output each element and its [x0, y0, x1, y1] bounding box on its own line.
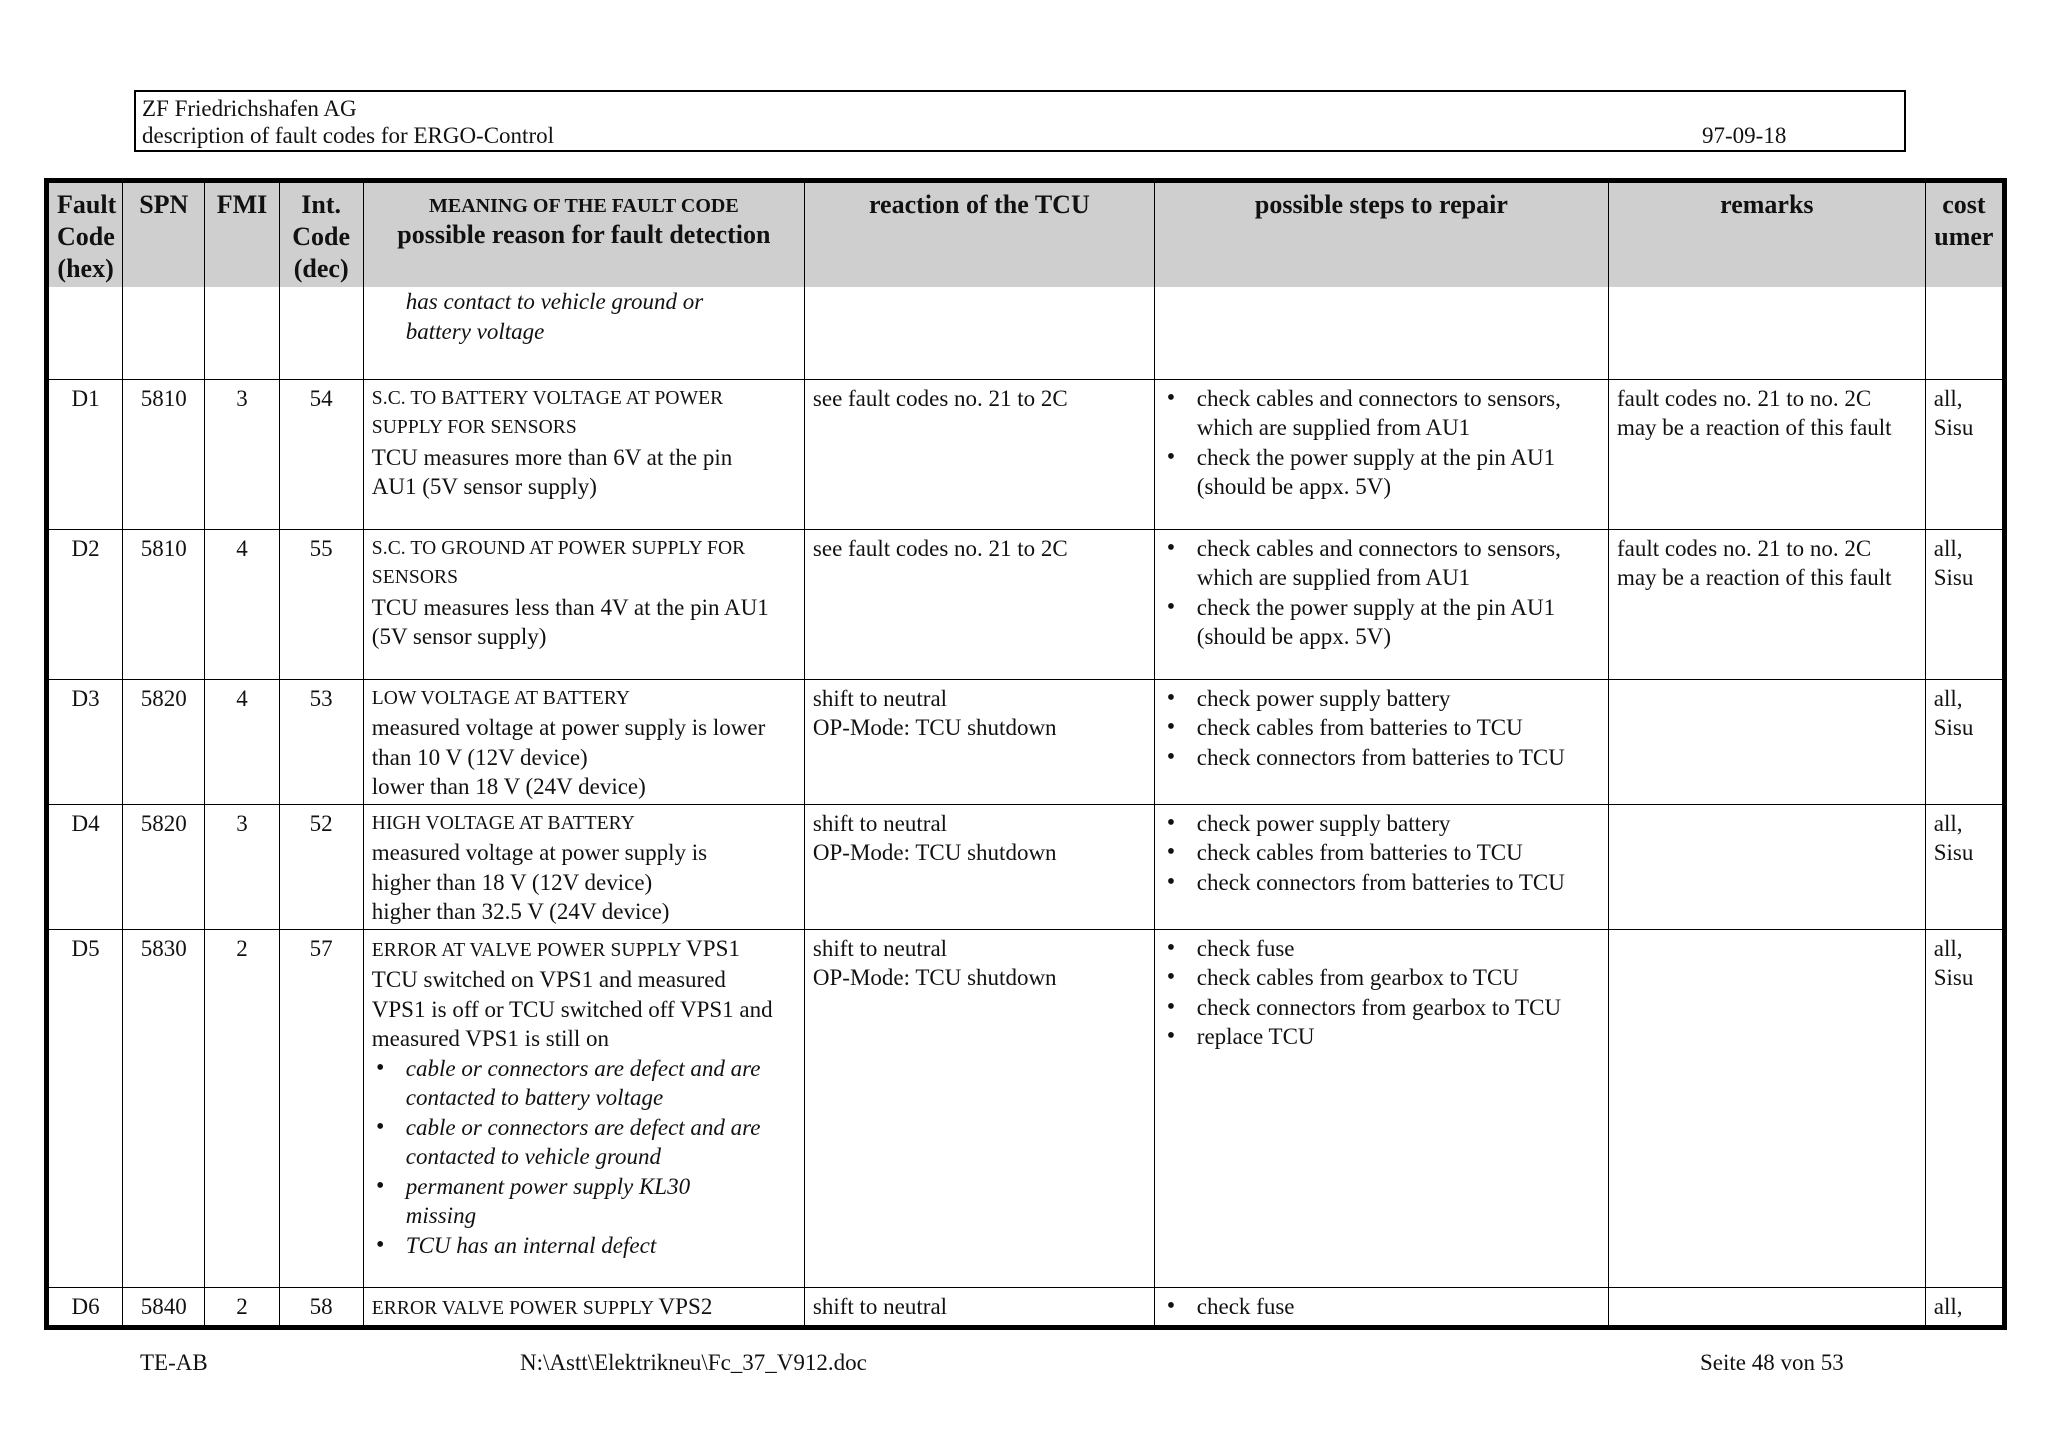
int-code-value: 55	[279, 529, 363, 679]
fault-code: D4	[47, 804, 123, 929]
meaning-cell: LOW VOLTAGE AT BATTERY measured voltage at power supply is lower than 10 V (12V device) lower than 18 V (24V device)	[363, 679, 804, 804]
repair-cell	[1154, 804, 1608, 929]
reaction-cell: see fault codes no. 21 to 2C	[804, 529, 1154, 679]
meaning-cell: HIGH VOLTAGE AT BATTERY measured voltage at power supply is higher than 18 V (12V device) higher than 32.5 V (24V device)	[363, 804, 804, 929]
list-item: • check cables from batteries to TCU	[1163, 838, 1600, 868]
document-description: description of fault codes for ERGO-Control	[142, 123, 554, 148]
meaning-cell: ERROR VALVE POWER SUPPLY VPS2	[363, 1287, 804, 1328]
list-item: • cable or connectors are defect and are contacted to battery voltage	[372, 1054, 796, 1113]
list-item: • check the power supply at the pin AU1 (should be appx. 5V)	[1163, 443, 1600, 502]
spn-value: 5830	[123, 929, 205, 1287]
reaction-cell: shift to neutral	[804, 1287, 1154, 1328]
customer-cell: all, Sisu	[1925, 679, 2004, 804]
fault-code: D1	[47, 379, 123, 529]
fmi-value: 4	[205, 679, 279, 804]
fault-code: D3	[47, 679, 123, 804]
meaning-cell: ERROR AT VALVE POWER SUPPLY VPS1 TCU switched on VPS1 and measured VPS1 is off or TCU switched off VPS1 and measured VPS1 is still on • cable or connectors are defect and are contacted to battery voltage • cable or connectors are defect and are contacted to vehicle ground • permanent power supply KL30 missing • TCU has an internal defect	[363, 929, 804, 1287]
table-row-continuation	[47, 287, 2005, 379]
table-row	[47, 529, 2005, 679]
fault-code: D5	[47, 929, 123, 1287]
repair-cell	[1154, 529, 1608, 679]
list-item: • check cables and connectors to sensors, which are supplied from AU1	[1163, 384, 1600, 443]
remarks-cell: fault codes no. 21 to no. 2C may be a reaction of this fault	[1608, 379, 1925, 529]
table-row	[47, 929, 2005, 1287]
list-item: • check fuse	[1163, 934, 1600, 964]
header-meaning-title: MEANING OF THE FAULT CODE	[429, 195, 739, 217]
meaning-cell: S.C. TO BATTERY VOLTAGE AT POWER SUPPLY FOR SENSORS TCU measures more than 6V at the pin AU1 (5V sensor supply)	[363, 379, 804, 529]
header-int-code: Int. Code (dec)	[279, 181, 363, 288]
reaction-cell: see fault codes no. 21 to 2C	[804, 379, 1154, 529]
repair-cell	[1154, 379, 1608, 529]
spn-value: 5820	[123, 679, 205, 804]
document-header	[134, 90, 1906, 152]
customer-cell: all, Sisu	[1925, 379, 2004, 529]
header-fault-code: Fault Code (hex)	[47, 181, 123, 288]
footer-file-path: N:\Astt\Elektrikneu\Fc_37_V912.doc	[520, 1350, 867, 1375]
header-remarks: remarks	[1608, 181, 1925, 288]
int-code-value: 53	[279, 679, 363, 804]
fault-code: D6	[47, 1287, 123, 1328]
spn-value: 5820	[123, 804, 205, 929]
list-item: • check power supply battery	[1163, 809, 1600, 839]
list-item: • cable or connectors are defect and are contacted to vehicle ground	[372, 1113, 796, 1172]
list-item: • replace TCU	[1163, 1022, 1600, 1052]
spn-value: 5810	[123, 379, 205, 529]
remarks-cell	[1608, 804, 1925, 929]
customer-cell: all,	[1925, 1287, 2004, 1328]
fmi-value: 2	[205, 1287, 279, 1328]
list-item: • check fuse	[1163, 1292, 1600, 1322]
header-meaning	[363, 181, 804, 288]
customer-cell: all, Sisu	[1925, 804, 2004, 929]
list-item: • check the power supply at the pin AU1 (should be appx. 5V)	[1163, 593, 1600, 652]
list-item: • check power supply battery	[1163, 684, 1600, 714]
reaction-cell: shift to neutral OP-Mode: TCU shutdown	[804, 929, 1154, 1287]
fmi-value: 4	[205, 529, 279, 679]
int-code-value: 54	[279, 379, 363, 529]
list-item: • check cables from gearbox to TCU	[1163, 963, 1600, 993]
fault-code-table	[44, 178, 2007, 1330]
table-row	[47, 679, 2005, 804]
remarks-cell	[1608, 1287, 1925, 1328]
header-reaction: reaction of the TCU	[804, 181, 1154, 288]
company-name: ZF Friedrichshafen AG	[142, 96, 357, 121]
reaction-cell: shift to neutral OP-Mode: TCU shutdown	[804, 804, 1154, 929]
list-item: • permanent power supply KL30 missing	[372, 1172, 796, 1231]
list-item: • check connectors from batteries to TCU	[1163, 868, 1600, 898]
remarks-cell: fault codes no. 21 to no. 2C may be a reaction of this fault	[1608, 529, 1925, 679]
meaning-cell: S.C. TO GROUND AT POWER SUPPLY FOR SENSORS TCU measures less than 4V at the pin AU1 (5V sensor supply)	[363, 529, 804, 679]
list-item: • check cables and connectors to sensors, which are supplied from AU1	[1163, 534, 1600, 593]
repair-cell	[1154, 929, 1608, 1287]
header-meaning-subtitle: possible reason for fault detection	[397, 220, 771, 249]
repair-cell	[1154, 1287, 1608, 1328]
fmi-value: 2	[205, 929, 279, 1287]
list-item: • TCU has an internal defect	[372, 1231, 796, 1261]
fault-code: D2	[47, 529, 123, 679]
table-row	[47, 804, 2005, 929]
footer-page-number: Seite 48 von 53	[1700, 1350, 1844, 1375]
int-code-value: 57	[279, 929, 363, 1287]
remarks-cell	[1608, 679, 1925, 804]
table-row	[47, 379, 2005, 529]
int-code-value: 52	[279, 804, 363, 929]
table-header-row	[47, 181, 2005, 288]
remarks-cell	[1608, 929, 1925, 1287]
spn-value: 5840	[123, 1287, 205, 1328]
table-row	[47, 1287, 2005, 1328]
header-repair: possible steps to repair	[1154, 181, 1608, 288]
customer-cell: all, Sisu	[1925, 529, 2004, 679]
spn-value: 5810	[123, 529, 205, 679]
header-spn: SPN	[123, 181, 205, 288]
document-date: 97-09-18	[1702, 123, 1787, 148]
footer-department: TE-AB	[140, 1350, 208, 1375]
fmi-value: 3	[205, 379, 279, 529]
list-item: • check connectors from batteries to TCU	[1163, 743, 1600, 773]
list-item: • check connectors from gearbox to TCU	[1163, 993, 1600, 1023]
header-customer: cost umer	[1925, 181, 2004, 288]
fmi-value: 3	[205, 804, 279, 929]
header-fmi: FMI	[205, 181, 279, 288]
int-code-value: 58	[279, 1287, 363, 1328]
continuation-meaning: has contact to vehicle ground or battery voltage	[363, 287, 804, 379]
repair-cell	[1154, 679, 1608, 804]
reaction-cell: shift to neutral OP-Mode: TCU shutdown	[804, 679, 1154, 804]
customer-cell: all, Sisu	[1925, 929, 2004, 1287]
list-item: • check cables from batteries to TCU	[1163, 713, 1600, 743]
